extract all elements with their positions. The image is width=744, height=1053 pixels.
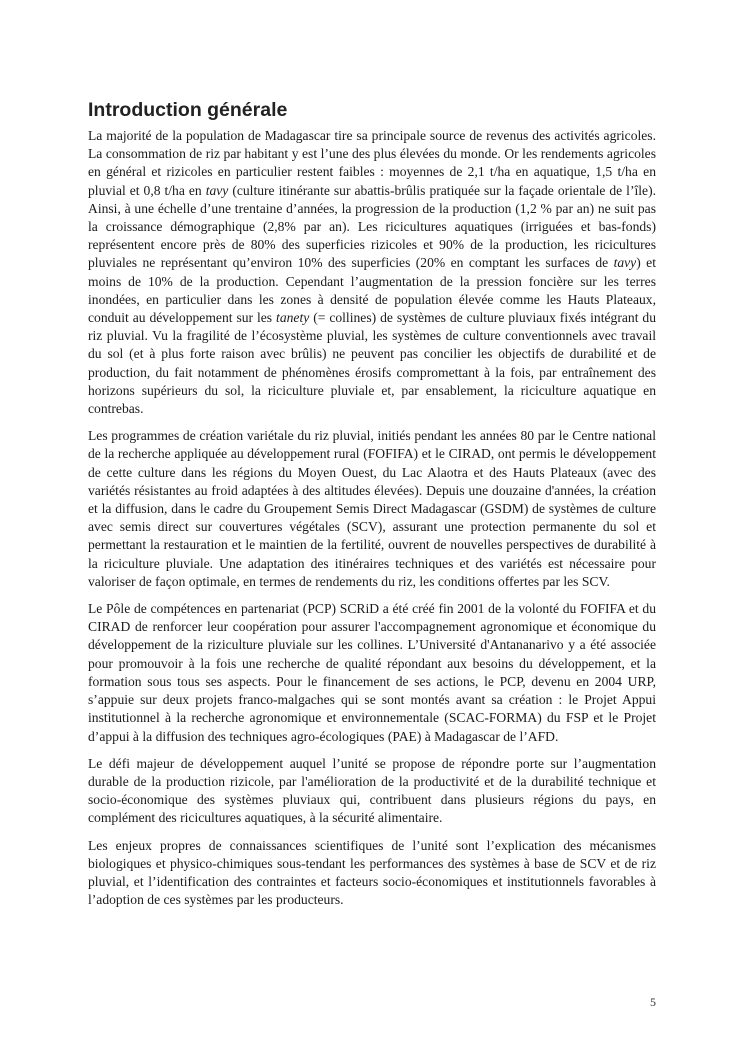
p1-italic-tavy-2: tavy	[613, 255, 637, 271]
p1-text-2: (culture itinérante sur abattis-brûlis pratiquée sur la façade orientale de l’île). Ainsi, à une échelle d’une trentaine d’années, la progression de la production (1,2 % par an) ne suit pas la croissance démographique (2,8% par an). Les ricicultures aquatiques (irriguées et bas-fonds) représentent encore près de 80% des superficies rizicoles et 90% de la production, les ricicultures pluviales ne représentant qu’environ 10% des superficies (20% en comptant les surfaces de	[88, 182, 656, 271]
document-page	[88, 98, 656, 918]
paragraph-4: Le défi majeur de développement auquel l’unité se propose de répondre porte sur l’augmentation durable de la production rizicole, par l'amélioration de la productivité et de la durabilité technique et socio-économique des systèmes pluviaux qui, contribuent dans plusieurs régions du pays, en complément des ricicultures aquatiques, à la sécurité alimentaire.	[88, 755, 656, 826]
paragraph-1	[88, 127, 656, 418]
page-number: 5	[650, 995, 656, 1009]
p1-text-1: La majorité de la population de Madagascar tire sa principale source de revenus des activités agricoles. La consommation de riz par habitant y est l’une des plus élevées du monde. Or les rendements agricoles en général et rizicoles en particulier restent faibles : moyennes de 2,1 t/ha en aquatique, 1,5 t/ha en pluvial et 0,8 t/ha en	[88, 128, 656, 198]
p1-italic-tanety: tanety	[276, 310, 310, 326]
paragraph-3: Le Pôle de compétences en partenariat (PCP) SCRiD a été créé fin 2001 de la volonté du FOFIFA et du CIRAD de renforcer leur coopération pour assurer l'accompagnement agronomique et économique du développement de la riziculture pluviale sur les collines. L’Université d'Antananarivo y a été associée pour promouvoir à la fois une recherche de qualité répondant aux besoins du développement, et la formation sous tous ses aspects. Pour le financement de ses actions, le PCP, devenu en 2004 URP, s’appuie sur deux projets franco-malgaches qui se sont montés avant sa création : le Projet Appui institutionnel à la recherche agronomique et environnementale (SCAC-FORMA) du FSP et le Projet d’appui à la diffusion des techniques agro-écologiques (PAE) à Madagascar de l’AFD.	[88, 601, 656, 744]
section-heading: Introduction générale	[88, 99, 288, 121]
p1-italic-tavy-1: tavy	[205, 182, 229, 198]
p1-text-4: (= collines) de systèmes de culture pluviaux fixés intégrant du riz pluvial. Vu la fragilité de l’écosystème pluvial, les systèmes de culture conventionnels avec travail du sol (et à plus forte raison avec brûlis) ne peuvent pas concilier les objectifs de durabilité et de production, du fait notamment de phénomènes érosifs compromettant à la fois, par entraînement des horizons supérieurs du sol, la riciculture pluviale et, par ensablement, la riciculture aquatique en contrebas.	[88, 310, 656, 417]
p1-text-3: ) et moins de 10% de la production. Cependant l’augmentation de la pression foncière sur les terres inondées, en particulier dans les zones à densité de population élevée comme les Hauts Plateaux, conduit au développement sur les	[88, 255, 656, 326]
paragraph-5: Les enjeux propres de connaissances scientifiques de l’unité sont l’explication des mécanismes biologiques et physico-chimiques sous-tendant les performances des systèmes à base de SCV et de riz pluvial, et l’identification des contraintes et facteurs socio-économiques et institutionnels favorables à l’adoption de ces systèmes par les producteurs.	[88, 837, 656, 908]
paragraph-2: Les programmes de création variétale du riz pluvial, initiés pendant les années 80 par le Centre national de la recherche appliquée au développement rural (FOFIFA) et le CIRAD, ont permis le développement de cette culture dans les régions du Moyen Ouest, du Lac Alaotra et des Hauts Plateaux (avec des variétés résistantes au froid adaptées à des altitudes élevées). Depuis une douzaine d'années, la création et la diffusion, dans le cadre du Groupement Semis Direct Madagascar (GSDM) de systèmes de culture avec semis direct sur couvertures végétales (SCV), assurant une protection permanente du sol et permettant la restauration et le maintien de la fertilité, ouvrent de nouvelles perspectives de durabilité à la riciculture pluviale. Une adaptation des itinéraires techniques et des variétés est nécessaire pour valoriser de façon optimale, en termes de rendements du riz, les conditions offertes par les SCV.	[88, 428, 656, 589]
